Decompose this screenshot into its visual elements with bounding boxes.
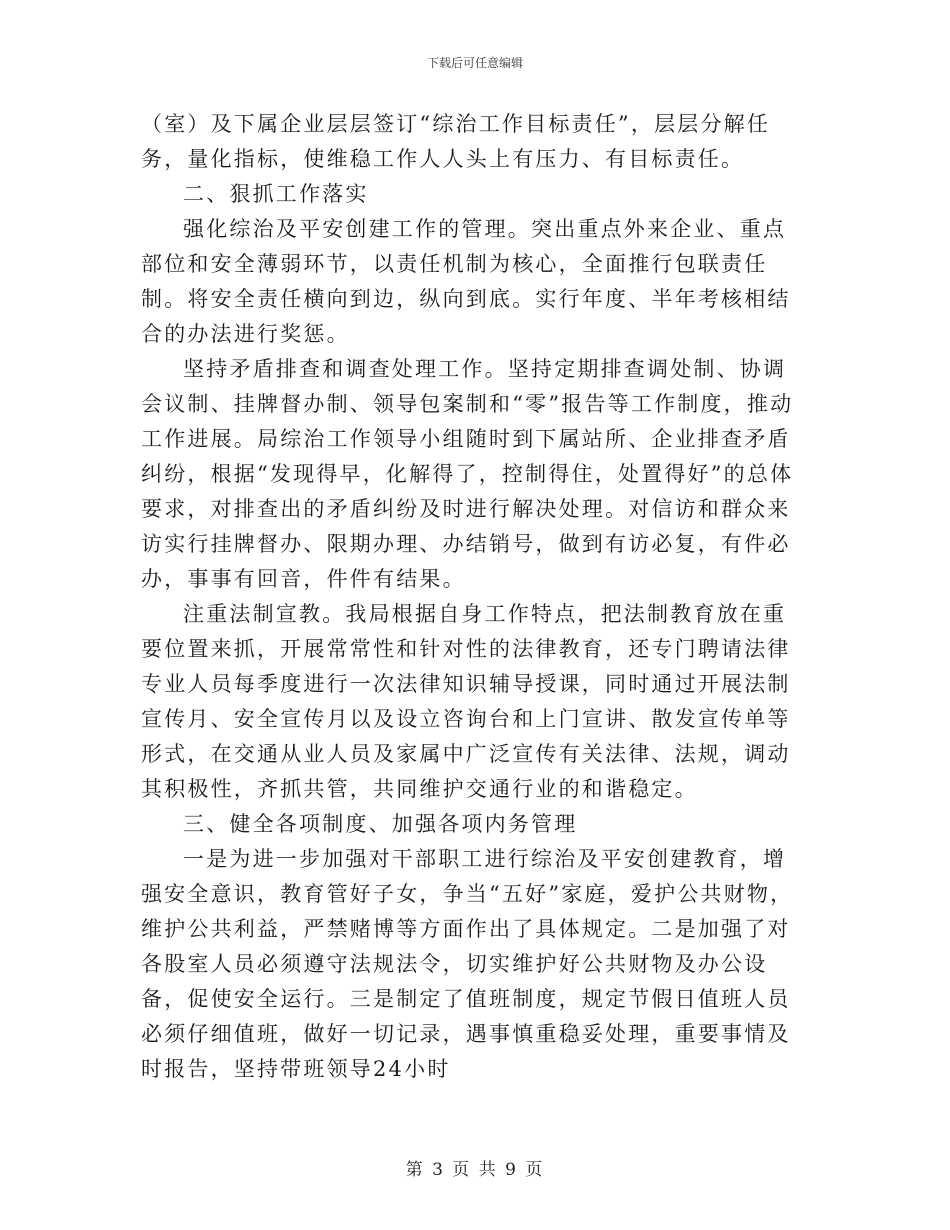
page-number: 第 3 页 共 9 页	[405, 1160, 545, 1180]
paragraph-continuation: （室）及下属企业层层签订“综治工作目标责任”，层层分解任务，量化指标，使维稳工作人人头上有压力、有目标责任。	[141, 112, 771, 171]
paragraph-regulations: 一是为进一步加强对干部职工进行综治及平安创建教育，增强安全意识，教育管好子女，争当“五好”家庭，爱护公共财物，维护公共利益，严禁赌博等方面作出了具体规定。二是加强了对各股室人员必须遵守法规法令，切实维护好公共财物及办公设备，促使安全运行。三是制定了值班制度，规定节假日值班人员必须仔细值班，做好一切记录，遇事慎重稳妥处理，重要事情及时报告，坚持带班领导24小时	[141, 847, 794, 1081]
paragraph-management: 强化综治及平安创建工作的管理。突出重点外来企业、重点部位和安全薄弱环节，以责任机制为核心，全面推行包联责任制。将安全责任横向到边，纵向到底。实行年度、半年考核相结合的办法进行奖惩。	[141, 217, 791, 346]
page-header: 下载后可任意编辑	[426, 56, 523, 70]
document-body	[141, 107, 809, 1087]
paragraph-legal-education: 注重法制宣教。我局根据自身工作特点，把法制教育放在重要位置来抓，开展常常性和针对性的法律教育，还专门聘请法律专业人员每季度进行一次法律知识辅导授课，同时通过开展法制宣传月、安全宣传月以及设立咨询台和上门宣讲、散发宣传单等形式，在交通从业人员及家属中广泛宣传有关法律、法规，调动其积极性，齐抓共管，共同维护交通行业的和谐稳定。	[141, 602, 791, 801]
paragraph-conflict-resolution: 坚持矛盾排查和调查处理工作。坚持定期排查调处制、协调会议制、挂牌督办制、领导包案制和“零”报告等工作制度，推动工作进展。局综治工作领导小组随时到下属站所、企业排查矛盾纠纷，根据“发现得早，化解得了，控制得住，处置得好”的总体要求，对排查出的矛盾纠纷及时进行解决处理。对信访和群众来访实行挂牌督办、限期办理、办结销号，做到有访必复，有件必办，事事有回音，件件有结果。	[141, 357, 794, 591]
section-heading-2: 二、狠抓工作落实	[183, 182, 369, 206]
section-heading-3: 三、健全各项制度、加强各项内务管理	[183, 812, 578, 836]
